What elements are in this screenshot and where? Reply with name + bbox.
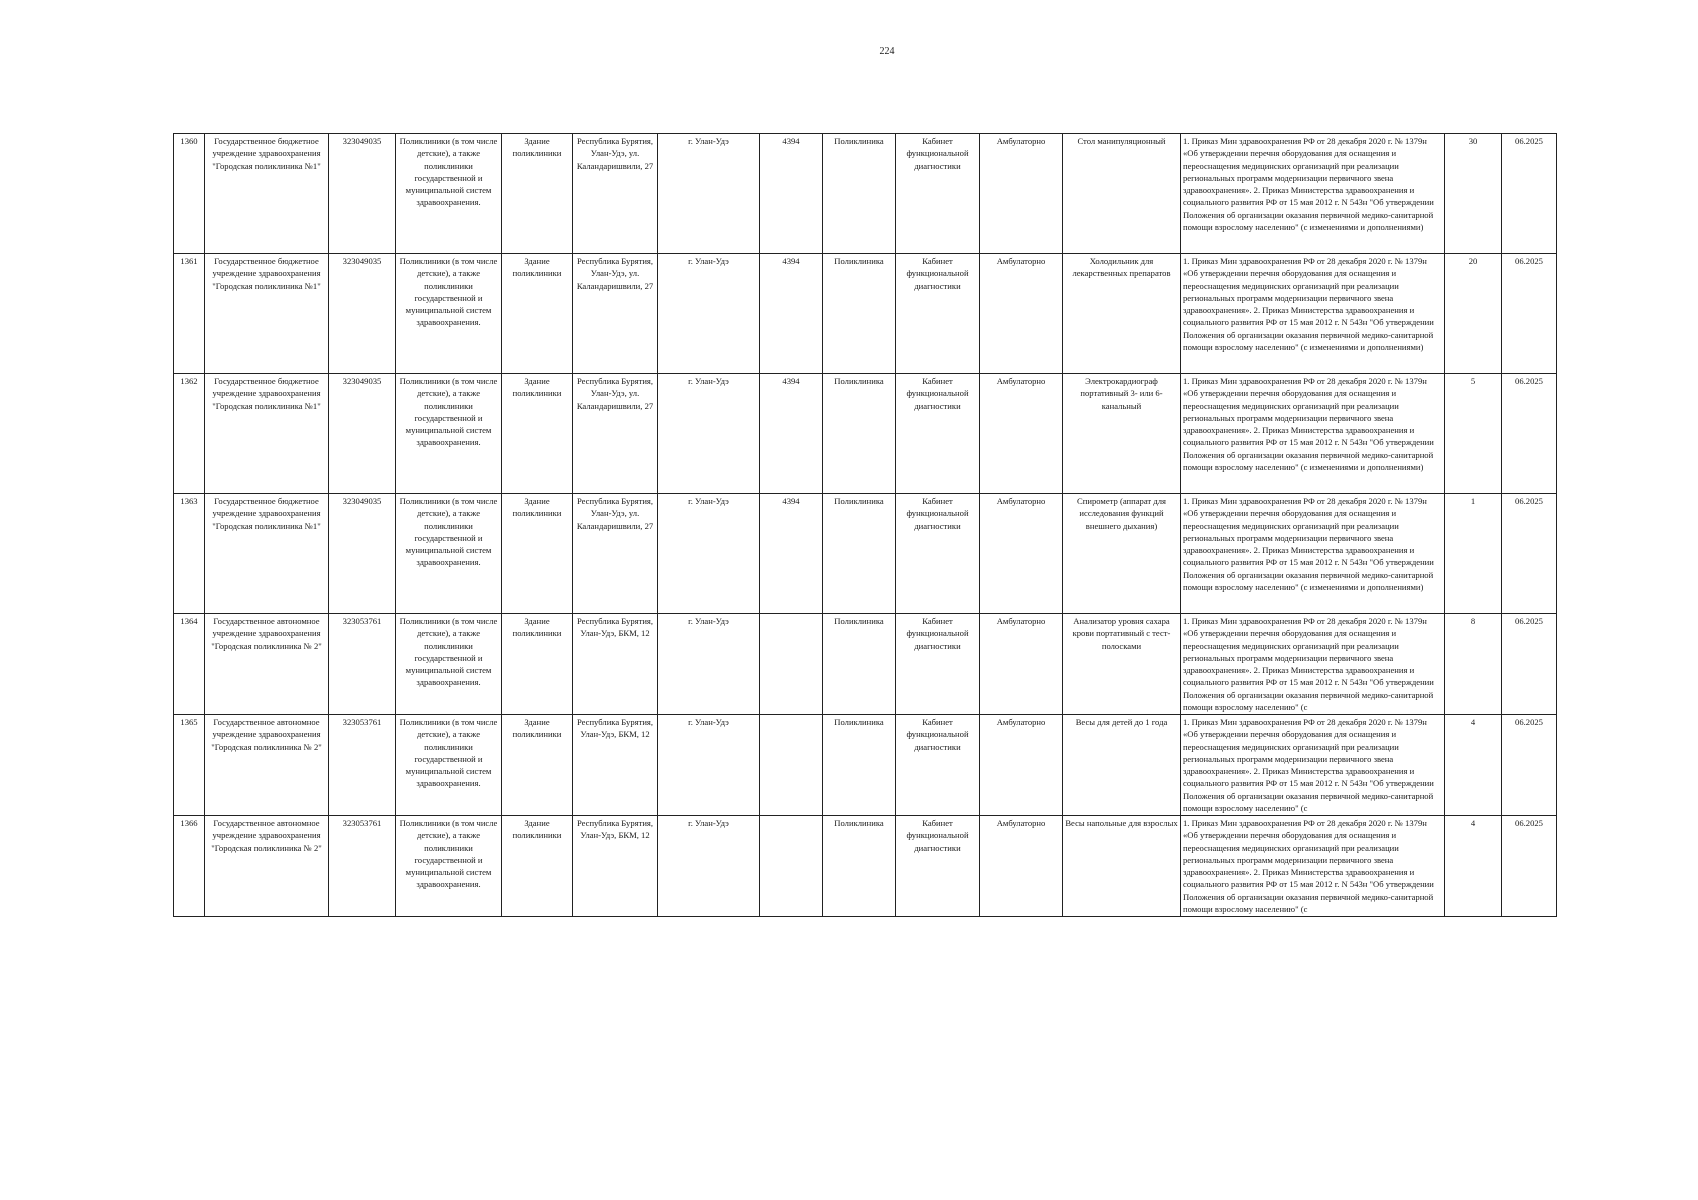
division-cell xyxy=(823,134,896,254)
address-cell xyxy=(573,254,658,374)
table-row xyxy=(174,254,1557,374)
code-cell xyxy=(760,816,823,917)
building-text: Здание поликлиники xyxy=(512,717,562,740)
city-text: г. Улан-Удэ xyxy=(688,818,729,828)
code-cell xyxy=(760,614,823,715)
date-cell xyxy=(1502,254,1557,374)
code-text: 4394 xyxy=(782,376,800,386)
address-text: Республика Бурятия, Улан-Удэ, ул. Каландаришвили, 27 xyxy=(576,376,654,411)
division-cell xyxy=(823,715,896,816)
row-number-cell xyxy=(174,254,205,374)
equipment-text: Весы напольные для взрослых xyxy=(1065,818,1178,828)
org-text: Государственное бюджетное учреждение здравоохранения "Городская поликлиника №1" xyxy=(212,496,321,531)
type-text: Поликлиники (в том числе детские), а также поликлиники государственной и муниципальной систем здравоохранения. xyxy=(399,616,498,688)
table-row xyxy=(174,134,1557,254)
facility-type-cell xyxy=(396,614,502,715)
cabinet-cell xyxy=(896,816,980,917)
inn-text: 323053761 xyxy=(342,717,382,727)
org-text: Государственное бюджетное учреждение здравоохранения "Городская поликлиника №1" xyxy=(212,376,321,411)
row-number-cell xyxy=(174,134,205,254)
type-text: Поликлиники (в том числе детские), а также поликлиники государственной и муниципальной систем здравоохранения. xyxy=(399,496,498,568)
date-text: 06.2025 xyxy=(1515,256,1543,266)
address-cell xyxy=(573,715,658,816)
inn-text: 323049035 xyxy=(342,136,382,146)
facility-type-cell xyxy=(396,374,502,494)
equipment-text: Электрокардиограф портативный 3- или 6-канальный xyxy=(1080,376,1163,411)
inn-text: 323049035 xyxy=(342,376,382,386)
form-text: Амбулаторно xyxy=(996,376,1046,386)
equipment-text: Весы для детей до 1 года xyxy=(1075,717,1168,727)
division-text: Поликлиника xyxy=(834,496,884,506)
city-text: г. Улан-Удэ xyxy=(688,717,729,727)
address-cell xyxy=(573,614,658,715)
date-cell xyxy=(1502,134,1557,254)
equipment-text: Спирометр (аппарат для исследования функций внешнего дыхания) xyxy=(1077,496,1166,531)
organization-cell xyxy=(205,614,329,715)
table-row xyxy=(174,494,1557,614)
building-text: Здание поликлиники xyxy=(512,256,562,279)
quantity-cell xyxy=(1445,715,1502,816)
legal-basis-cell xyxy=(1181,254,1445,374)
equipment-cell xyxy=(1063,494,1181,614)
qty-text: 8 xyxy=(1470,616,1476,626)
care-form-cell xyxy=(980,715,1063,816)
org-text: Государственное бюджетное учреждение здравоохранения "Городская поликлиника №1" xyxy=(212,136,321,171)
type-text: Поликлиники (в том числе детские), а также поликлиники государственной и муниципальной систем здравоохранения. xyxy=(399,256,498,328)
building-text: Здание поликлиники xyxy=(512,136,562,159)
cabinet-cell xyxy=(896,254,980,374)
address-text: Республика Бурятия, Улан-Удэ, БКМ, 12 xyxy=(576,717,654,740)
quantity-cell xyxy=(1445,494,1502,614)
code-cell xyxy=(760,254,823,374)
legal-basis-cell xyxy=(1181,816,1445,917)
basis-text: 1. Приказ Мин здравоохранения РФ от 28 декабря 2020 г. № 1379н «Об утверждении перечня оборудования для оснащения и переоснащения медицинских организаций при реализации региональных программ модернизации первичного звена здравоохранения». 2. Приказ Министерства здравоохранения и социального развития РФ от 15 мая 2012 г. N 543н "Об утверждении Положения об организации оказания первичной медико-санитарной помощи взрослому населению" (с изменениями и дополнениями) xyxy=(1183,376,1434,473)
address-cell xyxy=(573,494,658,614)
facility-type-cell xyxy=(396,134,502,254)
facility-type-cell xyxy=(396,816,502,917)
equipment-cell xyxy=(1063,715,1181,816)
inn-cell xyxy=(329,816,396,917)
building-text: Здание поликлиники xyxy=(512,376,562,399)
form-text: Амбулаторно xyxy=(996,616,1046,626)
city-text: г. Улан-Удэ xyxy=(688,616,729,626)
table-row xyxy=(174,374,1557,494)
date-cell xyxy=(1502,374,1557,494)
code-text: 4394 xyxy=(782,136,800,146)
organization-cell xyxy=(205,816,329,917)
page-number: 224 xyxy=(879,46,895,57)
address-cell xyxy=(573,374,658,494)
org-text: Государственное бюджетное учреждение здравоохранения "Городская поликлиника №1" xyxy=(212,256,321,291)
building-cell xyxy=(502,715,573,816)
legal-basis-cell xyxy=(1181,494,1445,614)
org-text: Государственное автономное учреждение здравоохранения "Городская поликлиника № 2" xyxy=(211,818,322,853)
city-cell xyxy=(658,134,760,254)
code-cell xyxy=(760,715,823,816)
cabinet-text: Кабинет функциональной диагностики xyxy=(906,717,969,752)
cabinet-text: Кабинет функциональной диагностики xyxy=(906,256,969,291)
cabinet-text: Кабинет функциональной диагностики xyxy=(906,616,969,651)
code-text: 4394 xyxy=(782,256,800,266)
division-cell xyxy=(823,494,896,614)
inn-cell xyxy=(329,134,396,254)
city-cell xyxy=(658,715,760,816)
no-text: 1366 xyxy=(180,818,198,828)
city-text: г. Улан-Удэ xyxy=(688,376,729,386)
type-text: Поликлиники (в том числе детские), а также поликлиники государственной и муниципальной систем здравоохранения. xyxy=(399,717,498,789)
no-text: 1362 xyxy=(180,376,198,386)
care-form-cell xyxy=(980,494,1063,614)
division-cell xyxy=(823,614,896,715)
building-cell xyxy=(502,374,573,494)
inn-text: 323053761 xyxy=(342,818,382,828)
division-text: Поликлиника xyxy=(834,818,884,828)
basis-text: 1. Приказ Мин здравоохранения РФ от 28 декабря 2020 г. № 1379н «Об утверждении перечня оборудования для оснащения и переоснащения медицинских организаций при реализации региональных программ модернизации первичного звена здравоохранения». 2. Приказ Министерства здравоохранения и социального развития РФ от 15 мая 2012 г. N 543н "Об утверждении Положения об организации оказания первичной медико-санитарной помощи взрослому населению" (с изменениями и дополнениями) xyxy=(1183,256,1434,353)
date-text: 06.2025 xyxy=(1515,717,1543,727)
date-text: 06.2025 xyxy=(1515,376,1543,386)
inn-text: 323053761 xyxy=(342,616,382,626)
organization-cell xyxy=(205,715,329,816)
date-text: 06.2025 xyxy=(1515,616,1543,626)
code-text: 4394 xyxy=(782,496,800,506)
division-text: Поликлиника xyxy=(834,616,884,626)
org-text: Государственное автономное учреждение здравоохранения "Городская поликлиника № 2" xyxy=(211,717,322,752)
equipment-cell xyxy=(1063,134,1181,254)
no-text: 1361 xyxy=(180,256,198,266)
date-cell xyxy=(1502,494,1557,614)
table-row xyxy=(174,816,1557,917)
division-text: Поликлиника xyxy=(834,256,884,266)
form-text: Амбулаторно xyxy=(996,496,1046,506)
date-cell xyxy=(1502,614,1557,715)
qty-text: 4 xyxy=(1470,717,1476,727)
division-cell xyxy=(823,816,896,917)
basis-text: 1. Приказ Мин здравоохранения РФ от 28 декабря 2020 г. № 1379н «Об утверждении перечня оборудования для оснащения и переоснащения медицинских организаций при реализации региональных программ модернизации первичного звена здравоохранения». 2. Приказ Министерства здравоохранения и социального развития РФ от 15 мая 2012 г. N 543н "Об утверждении Положения об организации оказания первичной медико-санитарной помощи взрослому населению" (с xyxy=(1183,616,1434,713)
inn-text: 323049035 xyxy=(342,496,382,506)
row-number-cell xyxy=(174,715,205,816)
qty-text: 1 xyxy=(1470,496,1476,506)
quantity-cell xyxy=(1445,254,1502,374)
equipment-cell xyxy=(1063,816,1181,917)
building-text: Здание поликлиники xyxy=(512,616,562,639)
organization-cell xyxy=(205,134,329,254)
equipment-text: Анализатор уровня сахара крови портативный с тест-полосками xyxy=(1072,616,1171,651)
building-cell xyxy=(502,816,573,917)
city-text: г. Улан-Удэ xyxy=(688,136,729,146)
care-form-cell xyxy=(980,816,1063,917)
basis-text: 1. Приказ Мин здравоохранения РФ от 28 декабря 2020 г. № 1379н «Об утверждении перечня оборудования для оснащения и переоснащения медицинских организаций при реализации региональных программ модернизации первичного звена здравоохранения». 2. Приказ Министерства здравоохранения и социального развития РФ от 15 мая 2012 г. N 543н "Об утверждении Положения об организации оказания первичной медико-санитарной помощи взрослому населению" (с xyxy=(1183,717,1434,814)
legal-basis-cell xyxy=(1181,614,1445,715)
basis-text: 1. Приказ Мин здравоохранения РФ от 28 декабря 2020 г. № 1379н «Об утверждении перечня оборудования для оснащения и переоснащения медицинских организаций при реализации региональных программ модернизации первичного звена здравоохранения». 2. Приказ Министерства здравоохранения и социального развития РФ от 15 мая 2012 г. N 543н "Об утверждении Положения об организации оказания первичной медико-санитарной помощи взрослому населению" (с изменениями и дополнениями) xyxy=(1183,136,1434,233)
row-number-cell xyxy=(174,494,205,614)
care-form-cell xyxy=(980,614,1063,715)
form-text: Амбулаторно xyxy=(996,818,1046,828)
date-text: 06.2025 xyxy=(1515,136,1543,146)
cabinet-text: Кабинет функциональной диагностики xyxy=(906,376,969,411)
qty-text: 20 xyxy=(1468,256,1478,266)
address-text: Республика Бурятия, Улан-Удэ, ул. Каландаришвили, 27 xyxy=(576,136,654,171)
city-cell xyxy=(658,614,760,715)
cabinet-cell xyxy=(896,494,980,614)
building-text: Здание поликлиники xyxy=(512,496,562,519)
no-text: 1363 xyxy=(180,496,198,506)
org-text: Государственное автономное учреждение здравоохранения "Городская поликлиника № 2" xyxy=(211,616,322,651)
city-text: г. Улан-Удэ xyxy=(688,496,729,506)
inn-text: 323049035 xyxy=(342,256,382,266)
city-cell xyxy=(658,254,760,374)
organization-cell xyxy=(205,374,329,494)
cabinet-text: Кабинет функциональной диагностики xyxy=(906,818,969,853)
form-text: Амбулаторно xyxy=(996,256,1046,266)
inn-cell xyxy=(329,254,396,374)
city-cell xyxy=(658,494,760,614)
legal-basis-cell xyxy=(1181,374,1445,494)
date-text: 06.2025 xyxy=(1515,818,1543,828)
care-form-cell xyxy=(980,134,1063,254)
address-text: Республика Бурятия, Улан-Удэ, ул. Каландаришвили, 27 xyxy=(576,496,654,531)
qty-text: 4 xyxy=(1470,818,1476,828)
inn-cell xyxy=(329,494,396,614)
equipment-cell xyxy=(1063,614,1181,715)
address-cell xyxy=(573,134,658,254)
quantity-cell xyxy=(1445,816,1502,917)
basis-text: 1. Приказ Мин здравоохранения РФ от 28 декабря 2020 г. № 1379н «Об утверждении перечня оборудования для оснащения и переоснащения медицинских организаций при реализации региональных программ модернизации первичного звена здравоохранения». 2. Приказ Министерства здравоохранения и социального развития РФ от 15 мая 2012 г. N 543н "Об утверждении Положения об организации оказания первичной медико-санитарной помощи взрослому населению" (с изменениями и дополнениями) xyxy=(1183,496,1434,593)
no-text: 1365 xyxy=(180,717,198,727)
building-text: Здание поликлиники xyxy=(512,818,562,841)
table-row xyxy=(174,614,1557,715)
code-cell xyxy=(760,374,823,494)
division-cell xyxy=(823,254,896,374)
no-text: 1360 xyxy=(180,136,198,146)
form-text: Амбулаторно xyxy=(996,717,1046,727)
row-number-cell xyxy=(174,614,205,715)
form-text: Амбулаторно xyxy=(996,136,1046,146)
cabinet-cell xyxy=(896,374,980,494)
cabinet-text: Кабинет функциональной диагностики xyxy=(906,496,969,531)
table-row xyxy=(174,715,1557,816)
code-cell xyxy=(760,494,823,614)
organization-cell xyxy=(205,494,329,614)
date-text: 06.2025 xyxy=(1515,496,1543,506)
division-text: Поликлиника xyxy=(834,717,884,727)
inn-cell xyxy=(329,374,396,494)
code-cell xyxy=(760,134,823,254)
inn-cell xyxy=(329,614,396,715)
address-text: Республика Бурятия, Улан-Удэ, БКМ, 12 xyxy=(576,818,654,841)
building-cell xyxy=(502,494,573,614)
inn-cell xyxy=(329,715,396,816)
division-text: Поликлиника xyxy=(834,136,884,146)
cabinet-cell xyxy=(896,134,980,254)
building-cell xyxy=(502,614,573,715)
date-cell xyxy=(1502,816,1557,917)
division-text: Поликлиника xyxy=(834,376,884,386)
quantity-cell xyxy=(1445,614,1502,715)
facility-type-cell xyxy=(396,254,502,374)
date-cell xyxy=(1502,715,1557,816)
equipment-registry-table xyxy=(173,133,1557,917)
type-text: Поликлиники (в том числе детские), а также поликлиники государственной и муниципальной систем здравоохранения. xyxy=(399,376,498,448)
equipment-cell xyxy=(1063,374,1181,494)
division-cell xyxy=(823,374,896,494)
equipment-text: Холодильник для лекарственных препаратов xyxy=(1072,256,1171,279)
row-number-cell xyxy=(174,816,205,917)
legal-basis-cell xyxy=(1181,715,1445,816)
no-text: 1364 xyxy=(180,616,198,626)
type-text: Поликлиники (в том числе детские), а также поликлиники государственной и муниципальной систем здравоохранения. xyxy=(399,136,498,208)
address-text: Республика Бурятия, Улан-Удэ, БКМ, 12 xyxy=(576,616,654,639)
address-cell xyxy=(573,816,658,917)
city-text: г. Улан-Удэ xyxy=(688,256,729,266)
address-text: Республика Бурятия, Улан-Удэ, ул. Каландаришвили, 27 xyxy=(576,256,654,291)
care-form-cell xyxy=(980,374,1063,494)
building-cell xyxy=(502,134,573,254)
qty-text: 30 xyxy=(1468,136,1478,146)
facility-type-cell xyxy=(396,715,502,816)
city-cell xyxy=(658,816,760,917)
row-number-cell xyxy=(174,374,205,494)
equipment-text: Стол манипуляционный xyxy=(1077,136,1166,146)
type-text: Поликлиники (в том числе детские), а также поликлиники государственной и муниципальной систем здравоохранения. xyxy=(399,818,498,890)
quantity-cell xyxy=(1445,374,1502,494)
care-form-cell xyxy=(980,254,1063,374)
cabinet-cell xyxy=(896,614,980,715)
basis-text: 1. Приказ Мин здравоохранения РФ от 28 декабря 2020 г. № 1379н «Об утверждении перечня оборудования для оснащения и переоснащения медицинских организаций при реализации региональных программ модернизации первичного звена здравоохранения». 2. Приказ Министерства здравоохранения и социального развития РФ от 15 мая 2012 г. N 543н "Об утверждении Положения об организации оказания первичной медико-санитарной помощи взрослому населению" (с xyxy=(1183,818,1434,915)
organization-cell xyxy=(205,254,329,374)
qty-text: 5 xyxy=(1470,376,1476,386)
building-cell xyxy=(502,254,573,374)
cabinet-text: Кабинет функциональной диагностики xyxy=(906,136,969,171)
city-cell xyxy=(658,374,760,494)
legal-basis-cell xyxy=(1181,134,1445,254)
quantity-cell xyxy=(1445,134,1502,254)
equipment-cell xyxy=(1063,254,1181,374)
facility-type-cell xyxy=(396,494,502,614)
cabinet-cell xyxy=(896,715,980,816)
